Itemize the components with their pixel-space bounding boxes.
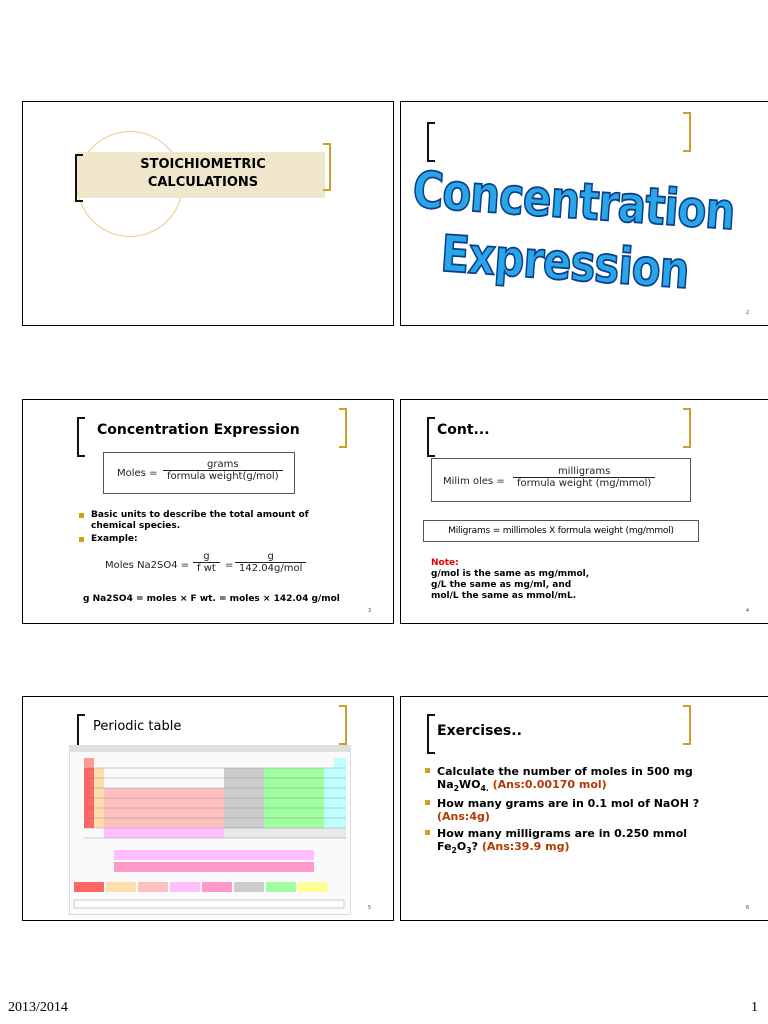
slide-number: 5 <box>367 905 371 911</box>
footer-page: 1 <box>751 1000 758 1015</box>
slide-3 <box>22 399 394 624</box>
bracket-left <box>427 122 435 162</box>
slide-4-title: Cont... <box>437 422 490 438</box>
example-lhs: Moles Na2SO4 = <box>105 560 190 571</box>
exercise-1: Calculate the number of moles in 500 mg $Na_2WO_{4.}$ (Ans:0.00170 mol) <box>437 765 747 795</box>
slide-5 <box>22 696 394 921</box>
bracket-right <box>323 143 331 191</box>
bracket-left <box>77 417 85 457</box>
bracket-right <box>683 112 691 152</box>
footer-year: 2013/2014 <box>8 1000 68 1015</box>
slide-number: 3 <box>367 608 371 614</box>
slide-6 <box>400 696 768 921</box>
slide-number: 6 <box>745 905 749 911</box>
bullet-basic-units: Basic units to describe the total amount of chemical species. <box>91 510 351 532</box>
slide-number: 2 <box>745 310 749 316</box>
bracket-right <box>683 408 691 448</box>
bracket-left <box>427 417 435 457</box>
note-block <box>431 558 589 602</box>
bracket-left <box>427 714 435 754</box>
slide-2 <box>400 101 768 326</box>
millimoles-fraction: milligrams formula weight (mg/mmol) <box>513 466 655 489</box>
bracket-right <box>339 705 347 745</box>
exercise-3: How many milligrams are in 0.250 mmol $Fe_2O_3$? (Ans:39.9 mg) <box>437 827 747 857</box>
concentration-word: Concentration <box>410 160 737 242</box>
bracket-right <box>683 705 691 745</box>
bullet-example: Example: <box>91 534 138 544</box>
example-fraction-1: $\frac{g}{\text{f wt}}$ <box>193 551 220 574</box>
note-line-2: g/L the same as mg/ml, and <box>431 580 572 590</box>
periodic-table-image <box>69 745 351 915</box>
slide-1-title: STOICHIOMETRIC CALCULATIONS <box>140 157 266 190</box>
slide-3-title: Concentration Expression <box>97 422 300 438</box>
slide-number: 4 <box>745 608 749 614</box>
periodic-table-graphic <box>70 746 350 914</box>
example-equals: = <box>225 560 234 571</box>
note-line-3: mol/L the same as mmol/mL. <box>431 591 577 601</box>
mass-relation: g Na2SO4 = moles × F wt. = moles × 142.04 g/mol <box>83 594 340 604</box>
millimoles-lhs: Milim oles = <box>443 476 505 487</box>
bracket-left <box>75 154 83 202</box>
slide-5-title: Periodic table <box>93 719 182 734</box>
milligrams-box: Miligrams = millimoles X formula weight (mg/mmol) <box>423 520 699 542</box>
example-fraction-2: g 142.04g/mol <box>235 551 306 574</box>
slide-6-title: Exercises.. <box>437 723 522 739</box>
expression-word: Expression <box>438 224 691 300</box>
bracket-right <box>339 408 347 448</box>
slide-1 <box>22 101 394 326</box>
note-line-1: g/mol is the same as mg/mmol, <box>431 569 590 579</box>
slide-4 <box>400 399 768 624</box>
note-label: Note: <box>431 558 459 568</box>
moles-lhs: Moles = <box>117 468 158 479</box>
exercise-2: How many grams are in 0.1 mol of NaOH ? (Ans:4g) <box>437 797 747 823</box>
moles-fraction: grams formula weight(g/mol) <box>163 459 283 482</box>
